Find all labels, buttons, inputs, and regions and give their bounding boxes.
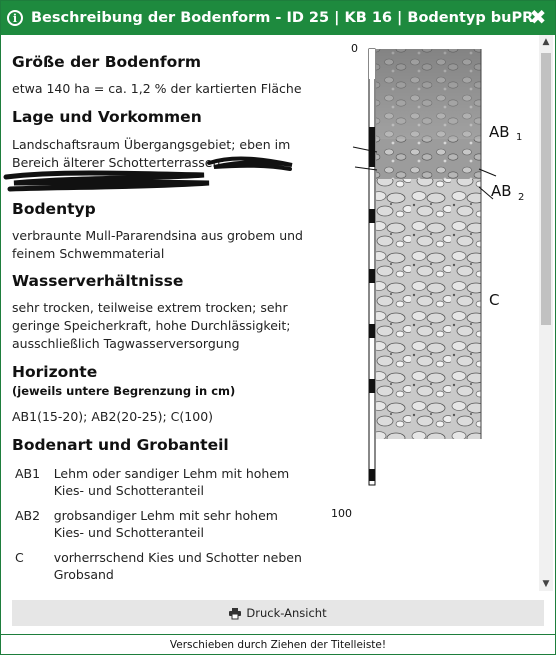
section-text-lage: Landschaftsraum Übergangsgebiet; eben im Bereich älterer Schotterterrassen; [12, 137, 291, 170]
dialog-title: Beschreibung der Bodenform - ID 25 | KB 16 | Bodentyp buPR [31, 10, 534, 26]
horizon-label-c: C [489, 291, 500, 309]
redaction-scribble [4, 153, 304, 195]
section-text-horizonte: AB1(15-20); AB2(20-25); C(100) [12, 409, 214, 424]
printer-icon [229, 608, 241, 619]
horizon-key: C [15, 550, 24, 565]
horizon-description: vorherrschend Kies und Schotter neben Grobsand [53, 550, 302, 582]
horizon-label-ab2-sub: 2 [518, 192, 525, 203]
section-text-groesse: etwa 140 ha = ca. 1,2 % der kartierten Fläche [12, 81, 302, 96]
soil-profile-image [331, 39, 531, 520]
horizon-description: Lehm oder sandiger Lehm mit hohem Kies- und Schotteranteil [53, 466, 290, 498]
horizon-label-ab2: AB [491, 182, 512, 200]
content-area [1, 35, 539, 591]
scroll-up-icon[interactable]: ▲ [542, 37, 550, 47]
depth-ruler [369, 49, 375, 485]
section-heading-wasser: Wasserverhältnisse [12, 272, 184, 290]
vertical-scrollbar[interactable] [539, 35, 553, 591]
section-heading-groesse: Größe der Bodenform [12, 53, 202, 71]
bodenart-table [12, 465, 312, 583]
section-heading-bodenart: Bodenart und Grobanteil [12, 436, 229, 454]
section-heading-bodentyp: Bodentyp [12, 200, 96, 218]
horizon-label-ab1: AB [489, 123, 510, 141]
print-view-label: Druck-Ansicht [246, 606, 327, 620]
horizonte-note: (jeweils untere Begrenzung in cm) [12, 384, 236, 398]
section-heading-lage: Lage und Vorkommen [12, 108, 202, 126]
table-row [12, 465, 312, 507]
table-row [12, 549, 312, 583]
horizon-description: grobsandiger Lehm mit sehr hohem Kies- und Schotteranteil [53, 508, 278, 540]
section-text-bodentyp: verbraunte Mull-Pararendsina aus grobem und feinem Schwemmaterial [12, 228, 303, 261]
info-icon: i [7, 10, 23, 26]
scale-label-top: 0 [351, 42, 358, 55]
section-text-wasser: sehr trocken, teilweise extrem trocken; sehr geringe Speicherkraft, hohe Durchlässigkeit; ausschließlich Tagwasserversorgung [12, 300, 291, 351]
table-row [12, 507, 312, 549]
drag-hint-text: Verschieben durch Ziehen der Titelleiste! [169, 639, 387, 651]
scale-label-bottom: 100 [331, 507, 352, 520]
scroll-down-icon[interactable]: ▼ [542, 579, 550, 589]
close-button[interactable]: ✖ [529, 5, 547, 29]
print-view-button[interactable] [12, 600, 544, 626]
horizon-key: AB2 [15, 508, 41, 523]
horizon-label-ab1-sub: 1 [516, 132, 523, 143]
title-bar[interactable] [1, 1, 555, 35]
section-heading-horizonte: Horizonte [12, 363, 98, 381]
scroll-thumb[interactable] [541, 53, 551, 325]
drag-hint-bar [1, 634, 555, 655]
horizon-key: AB1 [15, 466, 41, 481]
